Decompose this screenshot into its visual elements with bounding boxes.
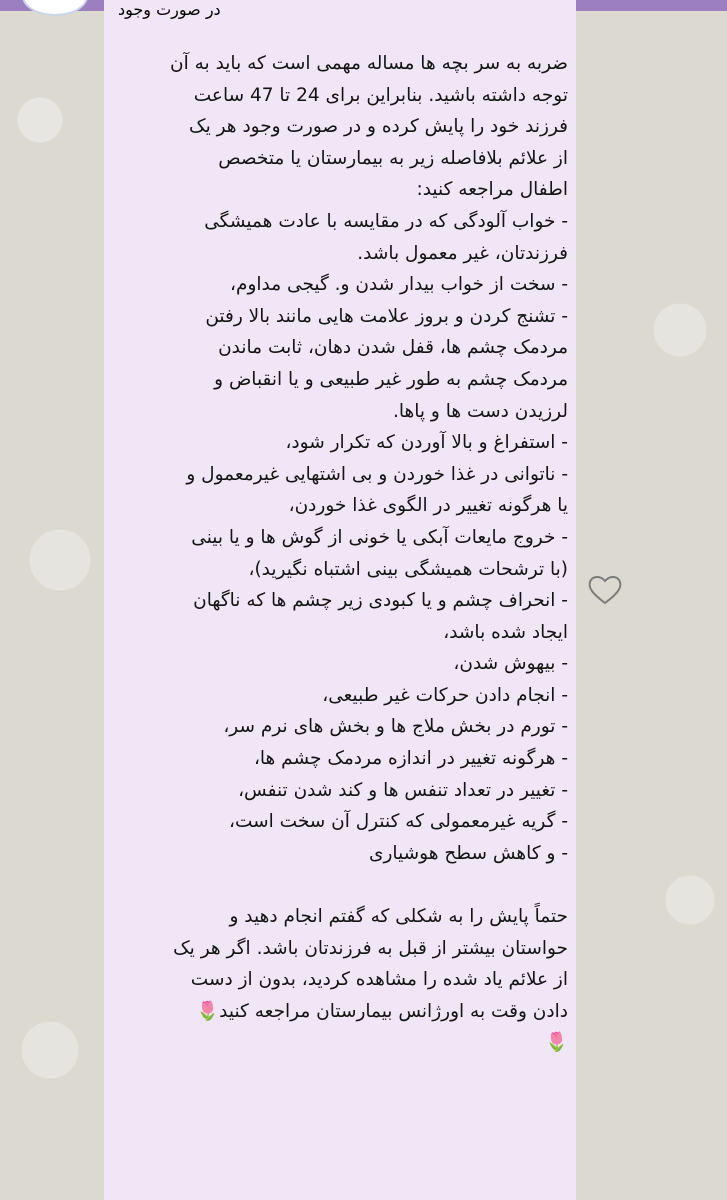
message-line: مردمک چشم ها، قفل شدن دهان، ثابت ماندن	[218, 337, 568, 359]
message-line: - خواب آلودگی که در مقایسه با عادت همیشگی	[204, 210, 568, 232]
message-cutoff-line: در صورت وجود	[118, 0, 221, 19]
message-line: فرزند خود را پایش کرده و در صورت وجود هر یک	[189, 116, 568, 138]
message-line	[118, 869, 568, 901]
message-line: - انجام دادن حرکات غیر طبیعی،	[322, 684, 568, 706]
message-line: 🌷	[544, 1032, 568, 1054]
heart-outline-icon	[585, 570, 625, 610]
sender-avatar[interactable]	[22, 0, 88, 16]
message-line: ضربه به سر بچه ها مساله مهمی است که باید به آن	[170, 53, 568, 74]
message-line: - تورم در بخش ملاج ها و بخش های نرم سر،	[223, 716, 568, 738]
message-line: توجه داشته باشید. بنابراین برای 24 تا 47 ساعت	[193, 84, 568, 106]
message-line: (با ترشحات همیشگی بینی اشتباه نگیرید)،	[248, 558, 568, 580]
message-line: لرزیدن دست ها و پاها.	[392, 400, 568, 422]
message-line: - ناتوانی در غذا خوردن و بی اشتهایی غیرمعمول و	[186, 463, 568, 485]
message-line: - بیهوش شدن،	[453, 653, 568, 675]
react-heart-button[interactable]	[585, 570, 625, 610]
message-line: ایجاد شده باشد،	[443, 621, 568, 643]
message-line: فرزندتان، غیر معمول باشد.	[357, 242, 568, 264]
message-line: - تشنج کردن و بروز علامت هایی مانند بالا رفتن	[205, 305, 568, 327]
message-line: دادن وقت به اورژانس بیمارستان مراجعه کنید🌷	[196, 1000, 568, 1022]
message-line: از علائم یاد شده را مشاهده کردید، بدون از دست	[190, 969, 568, 991]
message-line: - گریه غیرمعمولی که کنترل آن سخت است،	[229, 811, 568, 833]
message-line: - تغییر در تعداد تنفس ها و کند شدن تنفس،	[238, 779, 568, 801]
message-line: حواستان بیشتر از قبل به فرزندتان باشد. اگر هر یک	[173, 937, 568, 959]
message-line: - هرگونه تغییر در اندازه مردمک چشم ها،	[253, 748, 568, 770]
message-line: اطفال مراجعه کنید:	[416, 179, 568, 201]
message-line: - انحراف چشم و یا کبودی زیر چشم ها که ناگهان	[193, 590, 568, 612]
message-line: - خروج مایعات آبکی یا خونی از گوش ها و یا بینی	[191, 526, 568, 548]
message-line: مردمک چشم به طور غیر طبیعی و یا انقباض و	[214, 368, 568, 390]
message-line: - استفراغ و بالا آوردن که تکرار شود،	[285, 432, 568, 454]
message-text	[118, 19, 568, 1059]
message-line: یا هرگونه تغییر در الگوی غذا خوردن،	[288, 495, 568, 517]
message-bubble[interactable]	[104, 0, 576, 1200]
message-line: - سخت از خواب بیدار شدن و. گیجی مداوم،	[230, 274, 568, 296]
message-line: حتماً پایش را به شکلی که گفتم انجام دهید و	[229, 906, 568, 928]
message-line: از علائم بلافاصله زیر به بیمارستان یا متخصص	[218, 147, 568, 169]
message-line: - و کاهش سطح هوشیاری	[369, 842, 568, 864]
